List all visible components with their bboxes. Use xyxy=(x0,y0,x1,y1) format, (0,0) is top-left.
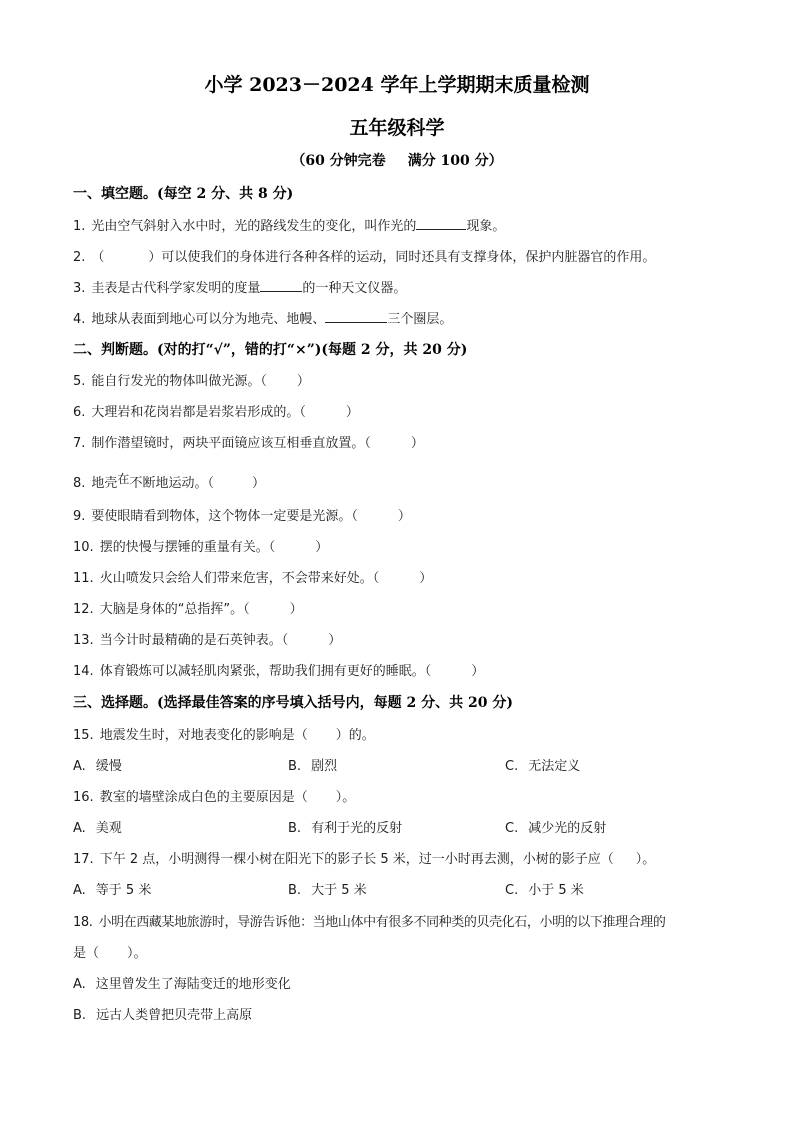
option-c[interactable]: C. 无法定义 xyxy=(505,759,581,774)
exam-title: 小学 2023－2024 学年上学期期末质量检测 xyxy=(204,74,590,96)
option-b[interactable]: B. 有利于光的反射 xyxy=(288,821,403,836)
question-7: 7. 制作潜望镜时，两块平面镜应该互相垂直放置。（ ） xyxy=(73,436,424,451)
question-12: 12. 大脑是身体的“总指挥”。（ ） xyxy=(73,602,303,617)
question-2: 2. （ ）可以使我们的身体进行各种各样的运动，同时还具有支撑身体，保护内脏器官的作用。 xyxy=(73,250,656,265)
section-2-heading: 二、判断题。(对的打“√”，错的打“×”)(每题 2 分，共 20 分) xyxy=(73,342,468,358)
question-15: 15. 地震发生时，对地表变化的影响是（ ）的。 xyxy=(73,728,375,743)
section-1-heading: 一、填空题。(每空 2 分、共 8 分) xyxy=(73,186,294,202)
option-a[interactable]: A. 等于 5 米 xyxy=(73,883,152,898)
answer-blank[interactable] xyxy=(325,310,387,323)
option-b[interactable]: B. 远古人类曾把贝壳带上高原 xyxy=(73,1008,253,1023)
question-5: 5. 能自行发光的物体叫做光源。（ ） xyxy=(73,374,310,389)
option-b[interactable]: B. 剧烈 xyxy=(288,759,338,774)
question-13: 13. 当今计时最精确的是石英钟表。（ ） xyxy=(73,633,342,648)
question-1: 1. 光由空气斜射入水中时，光的路线发生的变化，叫作光的 现象。 xyxy=(73,219,506,234)
time-note: （60 分钟完卷 xyxy=(291,153,386,169)
option-a[interactable]: A. 这里曾发生了海陆变迁的地形变化 xyxy=(73,977,291,992)
question-11: 11. 火山喷发只会给人们带来危害，不会带来好处。（ ） xyxy=(73,571,433,586)
question-18-continued: 是（ ）。 xyxy=(73,946,147,961)
option-c[interactable]: C. 减少光的反射 xyxy=(505,821,607,836)
exam-time-score xyxy=(0,150,794,170)
question-17: 17. 下午 2 点，小明测得一棵小树在阳光下的影子长 5 米，过一小时再去测，小树的影子应（ ）。 xyxy=(73,852,656,867)
option-a[interactable]: A. 美观 xyxy=(73,821,122,836)
score-note: 满分 100 分） xyxy=(407,153,503,169)
question-14: 14. 体育锻炼可以减轻肌肉紧张，帮助我们拥有更好的睡眠。（ ） xyxy=(73,664,485,679)
section-3-heading: 三、选择题。(选择最佳答案的序号填入括号内，每题 2 分、共 20 分) xyxy=(73,695,513,711)
question-8: 8. 地壳在不断地运动。（ ） xyxy=(73,472,265,491)
option-a[interactable]: A. 缓慢 xyxy=(73,759,122,774)
question-6: 6. 大理岩和花岗岩都是岩浆岩形成的。（ ） xyxy=(73,405,359,420)
answer-blank[interactable] xyxy=(260,279,302,292)
question-9: 9. 要使眼睛看到物体，这个物体一定要是光源。（ ） xyxy=(73,509,411,524)
question-10: 10. 摆的快慢与摆锤的重量有关。（ ） xyxy=(73,540,329,555)
question-16: 16. 教室的墙壁涂成白色的主要原因是（ ）。 xyxy=(73,790,356,805)
answer-blank[interactable] xyxy=(416,217,466,230)
question-4: 4. 地球从表面到地心可以分为地壳、地幔、 三个圈层。 xyxy=(73,312,453,327)
question-3: 3. 圭表是古代科学家发明的度量 的一种天文仪器。 xyxy=(73,281,407,296)
exam-subtitle: 五年级科学 xyxy=(349,117,445,139)
question-18: 18. 小明在西藏某地旅游时，导游告诉他：当地山体中有很多不同种类的贝壳化石，小明的以下推理合理的 xyxy=(73,915,666,930)
option-c[interactable]: C. 小于 5 米 xyxy=(505,883,584,898)
option-b[interactable]: B. 大于 5 米 xyxy=(288,883,367,898)
